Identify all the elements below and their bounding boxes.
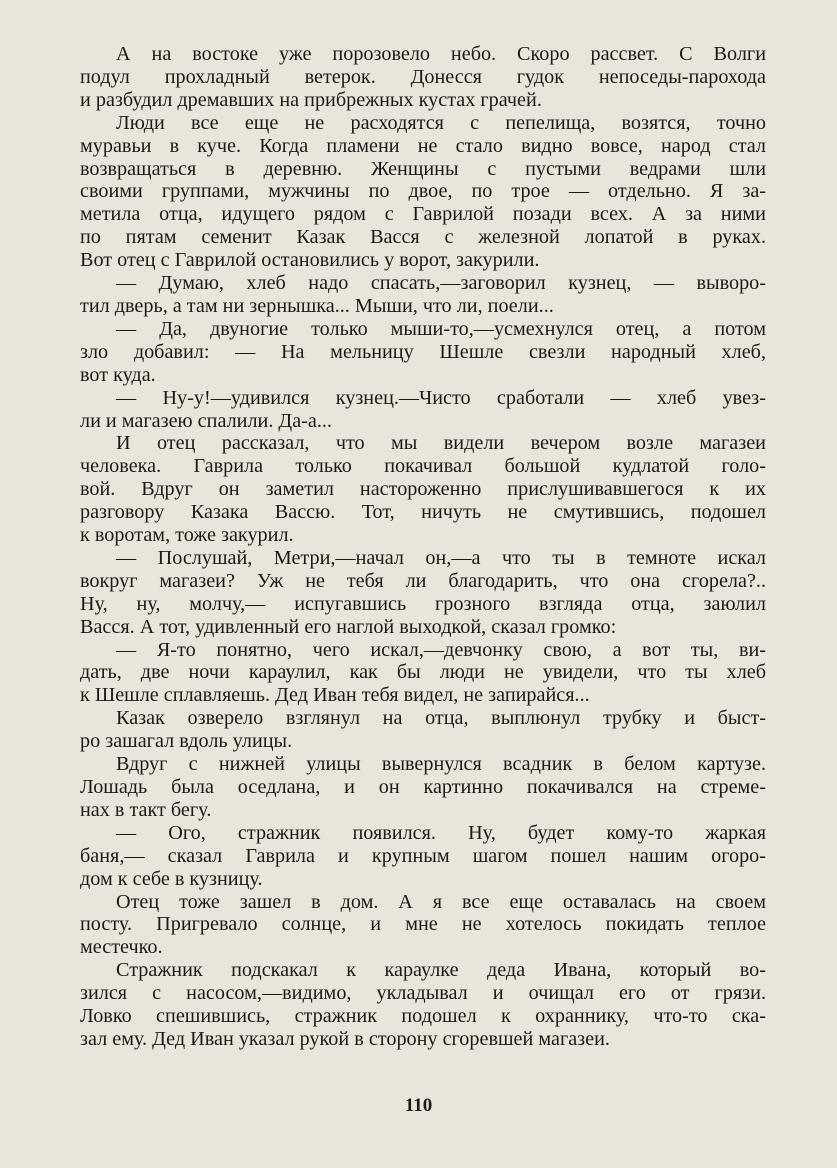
text-line: Вдруг с нижней улицы вывернулся всадник в белом картузе. <box>116 753 766 776</box>
paragraph <box>80 112 766 272</box>
page-text <box>80 43 766 1051</box>
text-line: — Да, двуногие только мыши-то,—усмехнулся отец, а потом <box>116 317 766 340</box>
text-line: — Ну-у!—удивился кузнец.—Чисто сработали — хлеб увез- <box>116 386 766 409</box>
paragraph <box>80 639 766 708</box>
page-number: 110 <box>404 1095 433 1116</box>
text-line: ро зашагал вдоль улицы. <box>80 730 293 753</box>
text-line: возвращаться в деревню. Женщины с пустыми ведрами шли <box>80 157 766 180</box>
text-line: местечко. <box>80 936 163 959</box>
paragraph <box>80 43 766 112</box>
text-line: разговору Казака Вассю. Тот, ничуть не смутившись, подошел <box>80 501 766 524</box>
text-line: Вот отец с Гаврилой остановились у ворот, закурили. <box>80 249 540 272</box>
paragraph <box>80 432 766 547</box>
paragraph <box>80 547 766 639</box>
text-line: зал ему. Дед Иван указал рукой в сторону сгоревшей магазеи. <box>80 1027 610 1050</box>
text-line: зло добавил: — На мельницу Шешле свезли народный хлеб, <box>80 340 766 363</box>
text-line: вой. Вдруг он заметил настороженно прислушивавшегося к их <box>80 478 766 501</box>
paragraph <box>80 753 766 822</box>
text-line: Ну, ну, молчу,— испугавшись грозного взгляда отца, заюлил <box>80 592 766 615</box>
text-line: вот куда. <box>80 363 156 386</box>
text-line: муравьи в куче. Когда пламени не стало видно вовсе, народ стал <box>80 134 766 157</box>
paragraph <box>80 272 766 318</box>
text-line: — Ого, стражник появился. Ну, будет кому-то жаркая <box>116 821 766 844</box>
text-line: к воротам, тоже закурил. <box>80 524 294 547</box>
text-line: и разбудил дремавших на прибрежных кустах грачей. <box>80 88 542 111</box>
text-line: вокруг магазеи? Уж не тебя ли благодарить, что она сгорела?.. <box>80 569 766 592</box>
text-line: по пятам семенит Казак Васся с железной лопатой в руках. <box>80 226 766 249</box>
paragraph <box>80 387 766 433</box>
text-line: Казак озверело взглянул на отца, выплюнул трубку и быст- <box>116 707 766 730</box>
paragraph <box>80 822 766 891</box>
text-line: дом к себе в кузницу. <box>80 867 263 890</box>
text-line: — Думаю, хлеб надо спасать,—заговорил кузнец, — выворо- <box>116 272 766 295</box>
text-line: Стражник подскакал к караулке деда Ивана, который во- <box>116 959 766 982</box>
text-line: метила отца, идущего рядом с Гаврилой позади всех. А за ними <box>80 203 766 226</box>
paragraph <box>80 707 766 753</box>
text-line: ли и магазею спалили. Да-а... <box>80 409 332 432</box>
text-line: человека. Гаврила только покачивал большой кудлатой голо- <box>80 455 766 478</box>
paragraph <box>80 891 766 960</box>
text-line: Лошадь была оседлана, и он картинно покачивался на стреме- <box>80 776 766 798</box>
text-line: — Послушай, Метри,—начал он,—а что ты в темноте искал <box>116 546 766 569</box>
paragraph <box>80 318 766 387</box>
text-line: Люди все еще не расходятся с пепелища, возятся, точно <box>116 111 766 134</box>
text-line: И отец рассказал, что мы видели вечером возле магазеи <box>116 432 766 455</box>
text-line: Ловко спешившись, стражник подошел к охраннику, что-то ска- <box>80 1005 766 1028</box>
text-line: Васся. А тот, удивленный его наглой выходкой, сказал громко: <box>80 615 617 638</box>
text-line: баня,— сказал Гаврила и крупным шагом пошел нашим огоро- <box>80 844 766 867</box>
text-line: посту. Пригревало солнце, и мне не хотелось покидать теплое <box>80 913 766 936</box>
text-line: к Шешле сплавляешь. Дед Иван тебя видел, не запирайся... <box>80 684 590 707</box>
text-line: тил дверь, а там ни зернышка... Мыши, что ли, поели... <box>80 294 554 317</box>
text-line: зился с насосом,—видимо, укладывал и очищал его от грязи. <box>80 982 766 1005</box>
text-line: дать, две ночи караулил, как бы люди не увидели, что ты хлеб <box>80 661 766 684</box>
text-line: — Я-то понятно, чего искал,—девчонку свою, а вот ты, ви- <box>116 638 766 661</box>
text-line: Отец тоже зашел в дом. А я все еще оставалась на своем <box>116 890 766 913</box>
paragraph <box>80 959 766 1051</box>
text-line: подул прохладный ветерок. Донесся гудок непоседы-парохода <box>80 65 766 88</box>
text-line: нах в такт бегу. <box>80 798 212 821</box>
text-line: своими группами, мужчины по двое, по трое — отдельно. Я за- <box>80 180 766 203</box>
text-line: А на востоке уже порозовело небо. Скоро рассвет. С Волги <box>116 43 766 65</box>
